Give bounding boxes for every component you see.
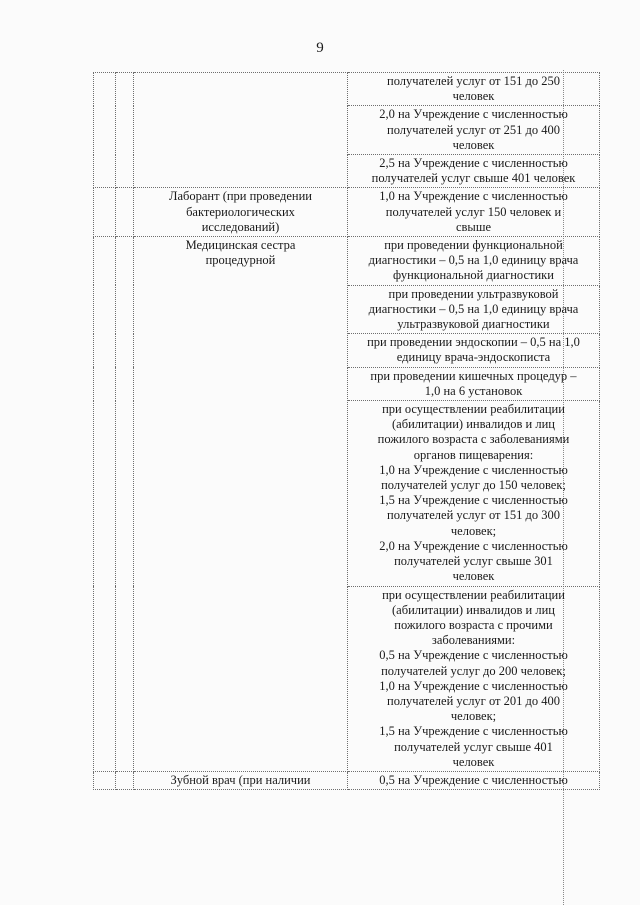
norm-cell <box>348 334 600 367</box>
position-cell <box>134 237 348 772</box>
text-line: человек; <box>450 709 497 724</box>
sub-number-cell <box>116 771 134 789</box>
text-line: Лаборант (при проведении <box>168 189 312 204</box>
table-row <box>94 188 600 237</box>
text-line: человек; <box>450 523 497 538</box>
text-line: человек <box>452 137 495 152</box>
text-line: 2,5 на Учреждение с численностью <box>379 156 568 171</box>
sub-number-cell <box>116 188 134 237</box>
norm-cell <box>348 401 600 586</box>
text-line: при проведении кишечных процедур – <box>370 368 577 383</box>
text-line: 1,5 на Учреждение с численностью <box>379 493 568 508</box>
position-cell <box>134 73 348 188</box>
text-line: при осуществлении реабилитации <box>382 587 565 602</box>
text-line: 1,0 на Учреждение с численностью <box>379 678 568 693</box>
text-line: 0,5 на Учреждение с численностью <box>379 648 568 663</box>
text-line: ультразвуковой диагностики <box>397 317 550 332</box>
staffing-norms-table <box>93 72 600 790</box>
number-cell <box>94 73 116 188</box>
norm-cell <box>348 155 600 188</box>
text-line: получателей услуг от 251 до 400 <box>387 122 560 137</box>
position-cell <box>134 188 348 237</box>
number-cell <box>94 771 116 789</box>
table-row <box>94 73 600 106</box>
text-line: получателей услуг от 151 до 300 <box>387 508 560 523</box>
text-line: при проведении функциональной <box>384 238 563 253</box>
text-line: исследований) <box>201 219 280 234</box>
text-line: диагностики – 0,5 на 1,0 единицу врача <box>368 253 579 268</box>
text-line: получателей услуг 150 человек и <box>385 204 562 219</box>
text-line: получателей услуг до 150 человек; <box>381 478 566 493</box>
text-line: человек <box>452 569 495 584</box>
norm-cell <box>348 237 600 286</box>
text-line: 1,0 на 6 установок <box>424 383 523 398</box>
text-line: 1,5 на Учреждение с численностью <box>379 724 568 739</box>
text-line: человек <box>452 754 495 769</box>
text-line: 2,0 на Учреждение с численностью <box>379 107 568 122</box>
text-line: (абилитации) инвалидов и лиц <box>392 602 555 617</box>
text-line: получателей услуг от 201 до 400 <box>387 693 560 708</box>
text-line: человек <box>452 89 495 104</box>
number-cell <box>94 237 116 772</box>
text-line: единицу врача-эндоскописта <box>396 350 551 365</box>
text-line: при осуществлении реабилитации <box>382 402 565 417</box>
text-line: при проведении ультразвуковой <box>388 286 559 301</box>
norm-cell <box>348 106 600 155</box>
text-line: (абилитации) инвалидов и лиц <box>392 417 555 432</box>
text-line: 1,0 на Учреждение с численностью <box>379 462 568 477</box>
text-line: свыше <box>455 219 492 234</box>
text-line: получателей услуг свыше 401 человек <box>371 171 576 186</box>
norm-cell <box>348 73 600 106</box>
text-line: пожилого возраста с заболеваниями <box>377 432 570 447</box>
text-line: органов пищеварения: <box>413 447 534 462</box>
text-line: получателей услуг до 200 человек; <box>381 663 566 678</box>
sub-number-cell <box>116 73 134 188</box>
text-line: пожилого возраста с прочими <box>394 617 553 632</box>
text-line: 1,0 на Учреждение с численностью <box>379 189 568 204</box>
norm-cell <box>348 285 600 334</box>
norm-cell <box>348 188 600 237</box>
page-number: 9 <box>316 40 324 56</box>
text-line: получателей услуг свыше 401 <box>394 739 553 754</box>
text-line: получателей услуг свыше 301 <box>394 554 553 569</box>
text-line: диагностики – 0,5 на 1,0 единицу врача <box>368 301 579 316</box>
norm-cell <box>348 367 600 400</box>
text-line: Зубной врач (при наличии <box>170 772 311 787</box>
text-line: при проведении эндоскопии – 0,5 на 1,0 <box>367 335 580 350</box>
sub-number-cell <box>116 237 134 772</box>
text-line: 0,5 на Учреждение с численностью <box>379 772 568 787</box>
text-line: получателей услуг от 151 до 250 <box>387 74 560 88</box>
number-cell <box>94 188 116 237</box>
table-row <box>94 237 600 286</box>
table-row <box>94 771 600 789</box>
norm-cell <box>348 771 600 789</box>
norm-cell <box>348 586 600 771</box>
text-line: бактериологических <box>186 204 295 219</box>
text-line: процедурной <box>205 253 276 268</box>
text-line: заболеваниями: <box>431 633 516 648</box>
text-line: функциональной диагностики <box>393 268 554 283</box>
text-line: Медицинская сестра <box>185 238 296 253</box>
position-cell <box>134 771 348 789</box>
text-line: 2,0 на Учреждение с численностью <box>379 538 568 553</box>
